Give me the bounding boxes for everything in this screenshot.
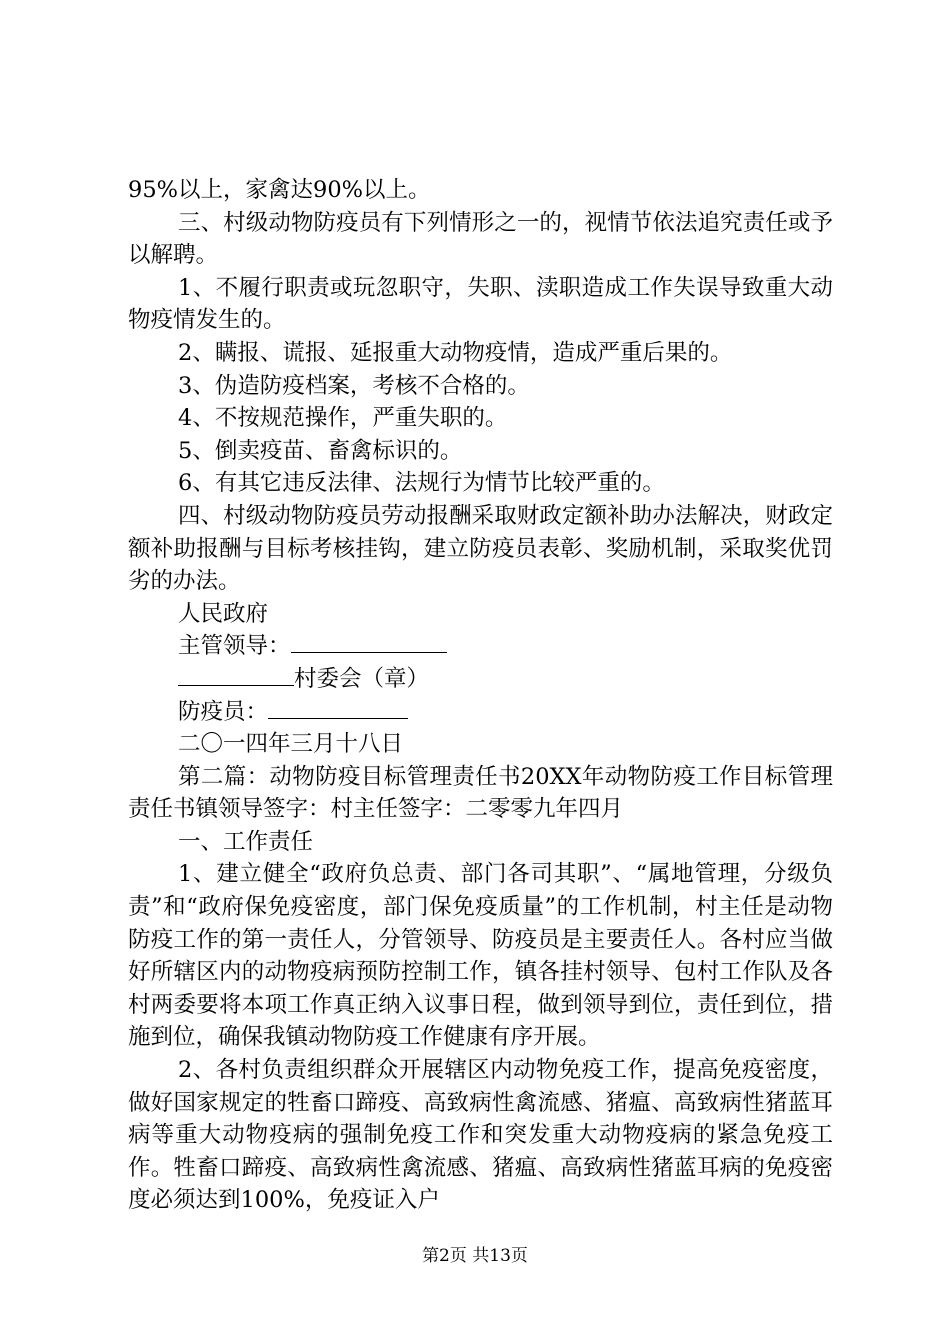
paragraph: 5、倒卖疫苗、畜禽标识的。 bbox=[178, 437, 463, 464]
page-number: 第2页 共13页 bbox=[422, 1246, 528, 1266]
document-body bbox=[128, 174, 833, 1217]
paragraph: 1、建立健全“政府负总责、部门各司其职”、“属地管理，分级负责”和“政府保免疫密度，部门保免疫质量”的工作机制，村主任是动物防疫工作的第一责任人，分管领导、防疫员是主要责任人。各村应当做好所辖区内的动物疫病预防控制工作，镇各挂村领导、包村工作队及各村两委要将本项工作真正纳入议事日程，做到领导到位，责任到位，措施到位，确保我镇动物防疫工作健康有序开展。 bbox=[128, 861, 833, 1051]
paragraph: 95%以上，家禽达90%以上。 bbox=[128, 177, 431, 203]
signature-date: 二〇一四年三月十八日 bbox=[178, 731, 404, 758]
village-label: 村委会（章） bbox=[294, 665, 430, 692]
paragraph: 2、瞒报、谎报、延报重大动物疫情，造成严重后果的。 bbox=[178, 339, 733, 366]
signature-government: 人民政府 bbox=[178, 600, 269, 627]
signature-staff bbox=[128, 696, 833, 729]
village-name-line bbox=[178, 663, 294, 686]
signature-village bbox=[128, 663, 833, 696]
staff-label: 防疫员： bbox=[178, 698, 269, 725]
signature-leader bbox=[128, 630, 833, 663]
page-footer bbox=[0, 1244, 950, 1268]
paragraph: 三、村级动物防疫员有下列情形之一的，视情节依法追究责任或予以解聘。 bbox=[128, 209, 833, 269]
leader-label: 主管领导： bbox=[178, 633, 291, 660]
paragraph: 1、不履行职责或玩忽职守，失职、渎职造成工作失误导致重大动物疫情发生的。 bbox=[128, 274, 833, 334]
paragraph: 4、不按规范操作，严重失职的。 bbox=[178, 405, 508, 432]
section-heading: 一、工作责任 bbox=[178, 828, 314, 855]
leader-signature-line bbox=[291, 630, 447, 653]
paragraph: 6、有其它违反法律、法规行为情节比较严重的。 bbox=[178, 470, 665, 497]
paragraph: 3、伪造防疫档案，考核不合格的。 bbox=[178, 372, 530, 399]
staff-signature-line bbox=[268, 696, 408, 719]
section-title-paragraph: 第二篇：动物防疫目标管理责任书20XX年动物防疫工作目标管理责任书镇领导签字：村主任签字：二零零九年四月 bbox=[128, 763, 833, 823]
paragraph: 2、各村负责组织群众开展辖区内动物免疫工作，提高免疫密度，做好国家规定的牲畜口蹄疫、高致病性禽流感、猪瘟、高致病性猪蓝耳病等重大动物疫病的强制免疫工作和突发重大动物疫病的紧急免疫工作。牲畜口蹄疫、高致病性禽流感、猪瘟、高致病性猪蓝耳病的免疫密度必须达到100%，免疫证入户 bbox=[128, 1057, 833, 1214]
paragraph: 四、村级动物防疫员劳动报酬采取财政定额补助办法解决，财政定额补助报酬与目标考核挂钩，建立防疫员表彰、奖励机制，采取奖优罚劣的办法。 bbox=[128, 502, 833, 595]
